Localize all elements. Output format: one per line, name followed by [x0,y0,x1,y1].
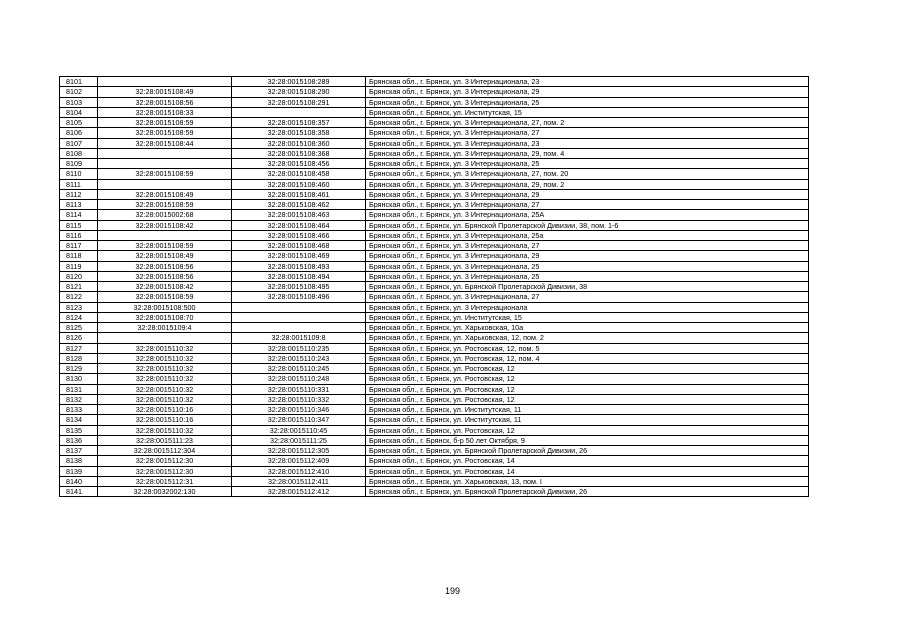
table-row [60,405,809,415]
parcel-number-cell: 32:28:0015108:44 [98,138,232,148]
table-row [60,87,809,97]
table-row [60,138,809,148]
table-row [60,148,809,158]
cadastral-number-cell [232,323,366,333]
parcel-number-cell: 32:28:0015110:32 [98,374,232,384]
row-number-cell: 8136 [60,435,98,445]
address-cell: Брянская обл., г. Брянск, ул. 3 Интернационала, 27 [366,241,809,251]
address-cell: Брянская обл., г. Брянск, ул. 3 Интернационала, 27 [366,128,809,138]
address-cell: Брянская обл., г. Брянск, ул. 3 Интернационала, 25 [366,271,809,281]
parcel-number-cell: 32:28:0015108:59 [98,169,232,179]
parcel-number-cell: 32:28:0015108:59 [98,292,232,302]
row-number-cell: 8128 [60,353,98,363]
table-row [60,118,809,128]
address-cell: Брянская обл., г. Брянск, ул. 3 Интернационала, 25 [366,97,809,107]
row-number-cell: 8133 [60,405,98,415]
row-number-cell: 8137 [60,446,98,456]
parcel-number-cell: 32:28:0015110:16 [98,415,232,425]
parcel-number-cell [98,148,232,158]
table-row [60,230,809,240]
register-table-body [60,77,809,497]
address-cell: Брянская обл., г. Брянск, ул. Институтская, 11 [366,405,809,415]
address-cell: Брянская обл., г. Брянск, ул. 3 Интернационала, 29 [366,87,809,97]
address-cell: Брянская обл., г. Брянск, ул. Брянской Пролетарской Дивизии, 26 [366,446,809,456]
table-row [60,456,809,466]
table-row [60,282,809,292]
address-cell: Брянская обл., г. Брянск, ул. 3 Интернационала, 23 [366,77,809,87]
parcel-number-cell: 32:28:0015112:30 [98,456,232,466]
parcel-number-cell: 32:28:0015110:32 [98,364,232,374]
page-number: 199 [444,586,461,596]
cadastral-number-cell: 32:28:0015110:243 [232,353,366,363]
parcel-number-cell: 32:28:0015110:32 [98,353,232,363]
parcel-number-cell: 32:28:0015111:23 [98,435,232,445]
parcel-number-cell: 32:28:0015110:32 [98,384,232,394]
cadastral-number-cell: 32:28:0015110:346 [232,405,366,415]
row-number-cell: 8117 [60,241,98,251]
table-row [60,159,809,169]
address-cell: Брянская обл., г. Брянск, ул. Харьковская, 12, пом. 2 [366,333,809,343]
address-cell: Брянская обл., г. Брянск, ул. Институтская, 15 [366,107,809,117]
row-number-cell: 8108 [60,148,98,158]
parcel-number-cell: 32:28:0015110:32 [98,394,232,404]
row-number-cell: 8111 [60,179,98,189]
row-number-cell: 8107 [60,138,98,148]
cadastral-number-cell: 32:28:0015108:464 [232,220,366,230]
cadastral-number-cell: 32:28:0015108:469 [232,251,366,261]
row-number-cell: 8114 [60,210,98,220]
table-row [60,179,809,189]
address-cell: Брянская обл., г. Брянск, ул. 3 Интернационала, 29, пом. 2 [366,179,809,189]
cadastral-number-cell: 32:28:0015110:347 [232,415,366,425]
parcel-number-cell: 32:28:0015108:33 [98,107,232,117]
address-cell: Брянская обл., г. Брянск, ул. 3 Интернационала, 27 [366,292,809,302]
address-cell: Брянская обл., г. Брянск, ул. Брянской Пролетарской Дивизии, 26 [366,487,809,497]
parcel-number-cell: 32:28:0015108:56 [98,261,232,271]
parcel-number-cell: 32:28:0015110:32 [98,343,232,353]
cadastral-number-cell: 32:28:0015110:235 [232,343,366,353]
cadastral-number-cell: 32:28:0015108:463 [232,210,366,220]
parcel-number-cell: 32:28:0015108:59 [98,118,232,128]
cadastral-number-cell: 32:28:0015108:466 [232,230,366,240]
address-cell: Брянская обл., г. Брянск, ул. 3 Интернационала, 25а [366,230,809,240]
cadastral-number-cell: 32:28:0015108:493 [232,261,366,271]
address-cell: Брянская обл., г. Брянск, ул. Институтская, 15 [366,312,809,322]
cadastral-number-cell: 32:28:0015110:245 [232,364,366,374]
cadastral-number-cell: 32:28:0015110:45 [232,425,366,435]
parcel-number-cell [98,159,232,169]
row-number-cell: 8113 [60,200,98,210]
address-cell: Брянская обл., г. Брянск, ул. Брянской Пролетарской Дивизии, 38, пом. 1-6 [366,220,809,230]
table-row [60,292,809,302]
parcel-number-cell [98,333,232,343]
address-cell: Брянская обл., г. Брянск, ул. Ростовская, 12, пом. 5 [366,343,809,353]
table-row [60,425,809,435]
register-table [59,76,809,497]
cadastral-number-cell: 32:28:0015108:368 [232,148,366,158]
cadastral-number-cell: 32:28:0015108:456 [232,159,366,169]
address-cell: Брянская обл., г. Брянск, ул. Ростовская, 12, пом. 4 [366,353,809,363]
parcel-number-cell: 32:28:0015108:56 [98,97,232,107]
address-cell: Брянская обл., г. Брянск, ул. 3 Интернационала, 23 [366,138,809,148]
cadastral-number-cell [232,312,366,322]
table-row [60,374,809,384]
row-number-cell: 8141 [60,487,98,497]
table-row [60,323,809,333]
table-row [60,415,809,425]
row-number-cell: 8116 [60,230,98,240]
table-row [60,261,809,271]
address-cell: Брянская обл., г. Брянск, ул. 3 Интернационала, 29, пом. 4 [366,148,809,158]
cadastral-number-cell: 32:28:0015110:248 [232,374,366,384]
address-cell: Брянская обл., г. Брянск, ул. 3 Интернационала, 29 [366,251,809,261]
table-row [60,128,809,138]
cadastral-number-cell: 32:28:0015108:494 [232,271,366,281]
address-cell: Брянская обл., г. Брянск, ул. 3 Интернационала, 25А [366,210,809,220]
address-cell: Брянская обл., г. Брянск, ул. 3 Интернационала, 29 [366,189,809,199]
table-row [60,189,809,199]
parcel-number-cell: 32:28:0015108:70 [98,312,232,322]
parcel-number-cell: 32:28:0015108:42 [98,220,232,230]
cadastral-number-cell: 32:28:0015112:410 [232,466,366,476]
table-row [60,97,809,107]
row-number-cell: 8112 [60,189,98,199]
cadastral-number-cell: 32:28:0015109:8 [232,333,366,343]
row-number-cell: 8109 [60,159,98,169]
parcel-number-cell: 32:28:0015108:42 [98,282,232,292]
row-number-cell: 8103 [60,97,98,107]
address-cell: Брянская обл., г. Брянск, ул. Ростовская, 12 [366,374,809,384]
address-cell: Брянская обл., г. Брянск, ул. 3 Интернационала, 27, пом. 2 [366,118,809,128]
cadastral-number-cell: 32:28:0015112:305 [232,446,366,456]
row-number-cell: 8140 [60,476,98,486]
row-number-cell: 8135 [60,425,98,435]
parcel-number-cell: 32:28:0015108:500 [98,302,232,312]
row-number-cell: 8115 [60,220,98,230]
cadastral-number-cell: 32:28:0015112:409 [232,456,366,466]
address-cell: Брянская обл., г. Брянск, ул. 3 Интернационала, 25 [366,159,809,169]
address-cell: Брянская обл., г. Брянск, ул. Институтская, 11 [366,415,809,425]
cadastral-number-cell: 32:28:0015108:360 [232,138,366,148]
row-number-cell: 8102 [60,87,98,97]
parcel-number-cell: 32:28:0015002:68 [98,210,232,220]
row-number-cell: 8130 [60,374,98,384]
address-cell: Брянская обл., г. Брянск, ул. Ростовская, 12 [366,425,809,435]
table-row [60,364,809,374]
row-number-cell: 8129 [60,364,98,374]
row-number-cell: 8104 [60,107,98,117]
parcel-number-cell [98,179,232,189]
row-number-cell: 8123 [60,302,98,312]
cadastral-number-cell: 32:28:0015110:332 [232,394,366,404]
parcel-number-cell: 32:28:0015112:31 [98,476,232,486]
table-row [60,210,809,220]
parcel-number-cell: 32:28:0015112:30 [98,466,232,476]
table-row [60,220,809,230]
row-number-cell: 8126 [60,333,98,343]
cadastral-number-cell: 32:28:0015108:290 [232,87,366,97]
row-number-cell: 8138 [60,456,98,466]
row-number-cell: 8106 [60,128,98,138]
table-row [60,271,809,281]
address-cell: Брянская обл., г. Брянск, ул. Харьковская, 10а [366,323,809,333]
cadastral-number-cell: 32:28:0015108:358 [232,128,366,138]
cadastral-number-cell: 32:28:0015110:331 [232,384,366,394]
address-cell: Брянская обл., г. Брянск, ул. Ростовская, 12 [366,394,809,404]
parcel-number-cell: 32:28:0015110:16 [98,405,232,415]
table-row [60,169,809,179]
row-number-cell: 8122 [60,292,98,302]
row-number-cell: 8125 [60,323,98,333]
table-row [60,435,809,445]
parcel-number-cell: 32:28:0015108:56 [98,271,232,281]
parcel-number-cell [98,77,232,87]
parcel-number-cell: 32:28:0015108:49 [98,251,232,261]
cadastral-number-cell: 32:28:0015108:289 [232,77,366,87]
address-cell: Брянская обл., г. Брянск, б-р 50 лет Октября, 9 [366,435,809,445]
table-row [60,333,809,343]
address-cell: Брянская обл., г. Брянск, ул. 3 Интернационала, 27, пом. 20 [366,169,809,179]
table-row [60,251,809,261]
address-cell: Брянская обл., г. Брянск, ул. Ростовская, 14 [366,466,809,476]
row-number-cell: 8121 [60,282,98,292]
parcel-number-cell: 32:28:0015109:4 [98,323,232,333]
table-row [60,353,809,363]
parcel-number-cell: 32:28:0015108:59 [98,200,232,210]
row-number-cell: 8119 [60,261,98,271]
parcel-number-cell: 32:28:0015108:59 [98,241,232,251]
parcel-number-cell [98,230,232,240]
table-row [60,476,809,486]
cadastral-number-cell: 32:28:0015112:411 [232,476,366,486]
table-row [60,446,809,456]
cadastral-number-cell: 32:28:0015108:461 [232,189,366,199]
cadastral-number-cell: 32:28:0015108:462 [232,200,366,210]
cadastral-number-cell: 32:28:0015108:496 [232,292,366,302]
cadastral-number-cell: 32:28:0015108:460 [232,179,366,189]
address-cell: Брянская обл., г. Брянск, ул. Ростовская, 14 [366,456,809,466]
parcel-number-cell: 32:28:0015112:304 [98,446,232,456]
row-number-cell: 8139 [60,466,98,476]
table-row [60,394,809,404]
parcel-number-cell: 32:28:0015110:32 [98,425,232,435]
table-row [60,107,809,117]
address-cell: Брянская обл., г. Брянск, ул. 3 Интернационала [366,302,809,312]
cadastral-number-cell: 32:28:0015108:458 [232,169,366,179]
cadastral-number-cell: 32:28:0015108:495 [232,282,366,292]
row-number-cell: 8118 [60,251,98,261]
cadastral-number-cell: 32:28:0015111:25 [232,435,366,445]
address-cell: Брянская обл., г. Брянск, ул. Харьковская, 13, пом. I [366,476,809,486]
table-row [60,343,809,353]
table-row [60,302,809,312]
parcel-number-cell: 32:28:0015108:49 [98,87,232,97]
parcel-number-cell: 32:28:0015108:59 [98,128,232,138]
cadastral-number-cell [232,107,366,117]
row-number-cell: 8134 [60,415,98,425]
address-cell: Брянская обл., г. Брянск, ул. Ростовская, 12 [366,384,809,394]
table-row [60,487,809,497]
row-number-cell: 8132 [60,394,98,404]
address-cell: Брянская обл., г. Брянск, ул. Ростовская, 12 [366,364,809,374]
cadastral-number-cell [232,302,366,312]
row-number-cell: 8131 [60,384,98,394]
row-number-cell: 8120 [60,271,98,281]
table-row [60,312,809,322]
table-row [60,384,809,394]
table-row [60,77,809,87]
row-number-cell: 8101 [60,77,98,87]
cadastral-number-cell: 32:28:0015108:357 [232,118,366,128]
row-number-cell: 8105 [60,118,98,128]
row-number-cell: 8124 [60,312,98,322]
address-cell: Брянская обл., г. Брянск, ул. Брянской Пролетарской Дивизии, 38 [366,282,809,292]
parcel-number-cell: 32:28:0015108:49 [98,189,232,199]
table-row [60,241,809,251]
row-number-cell: 8127 [60,343,98,353]
row-number-cell: 8110 [60,169,98,179]
parcel-number-cell: 32:28:0032002:130 [98,487,232,497]
table-row [60,200,809,210]
address-cell: Брянская обл., г. Брянск, ул. 3 Интернационала, 25 [366,261,809,271]
table-row [60,466,809,476]
cadastral-number-cell: 32:28:0015108:468 [232,241,366,251]
cadastral-number-cell: 32:28:0015112:412 [232,487,366,497]
address-cell: Брянская обл., г. Брянск, ул. 3 Интернационала, 27 [366,200,809,210]
cadastral-number-cell: 32:28:0015108:291 [232,97,366,107]
